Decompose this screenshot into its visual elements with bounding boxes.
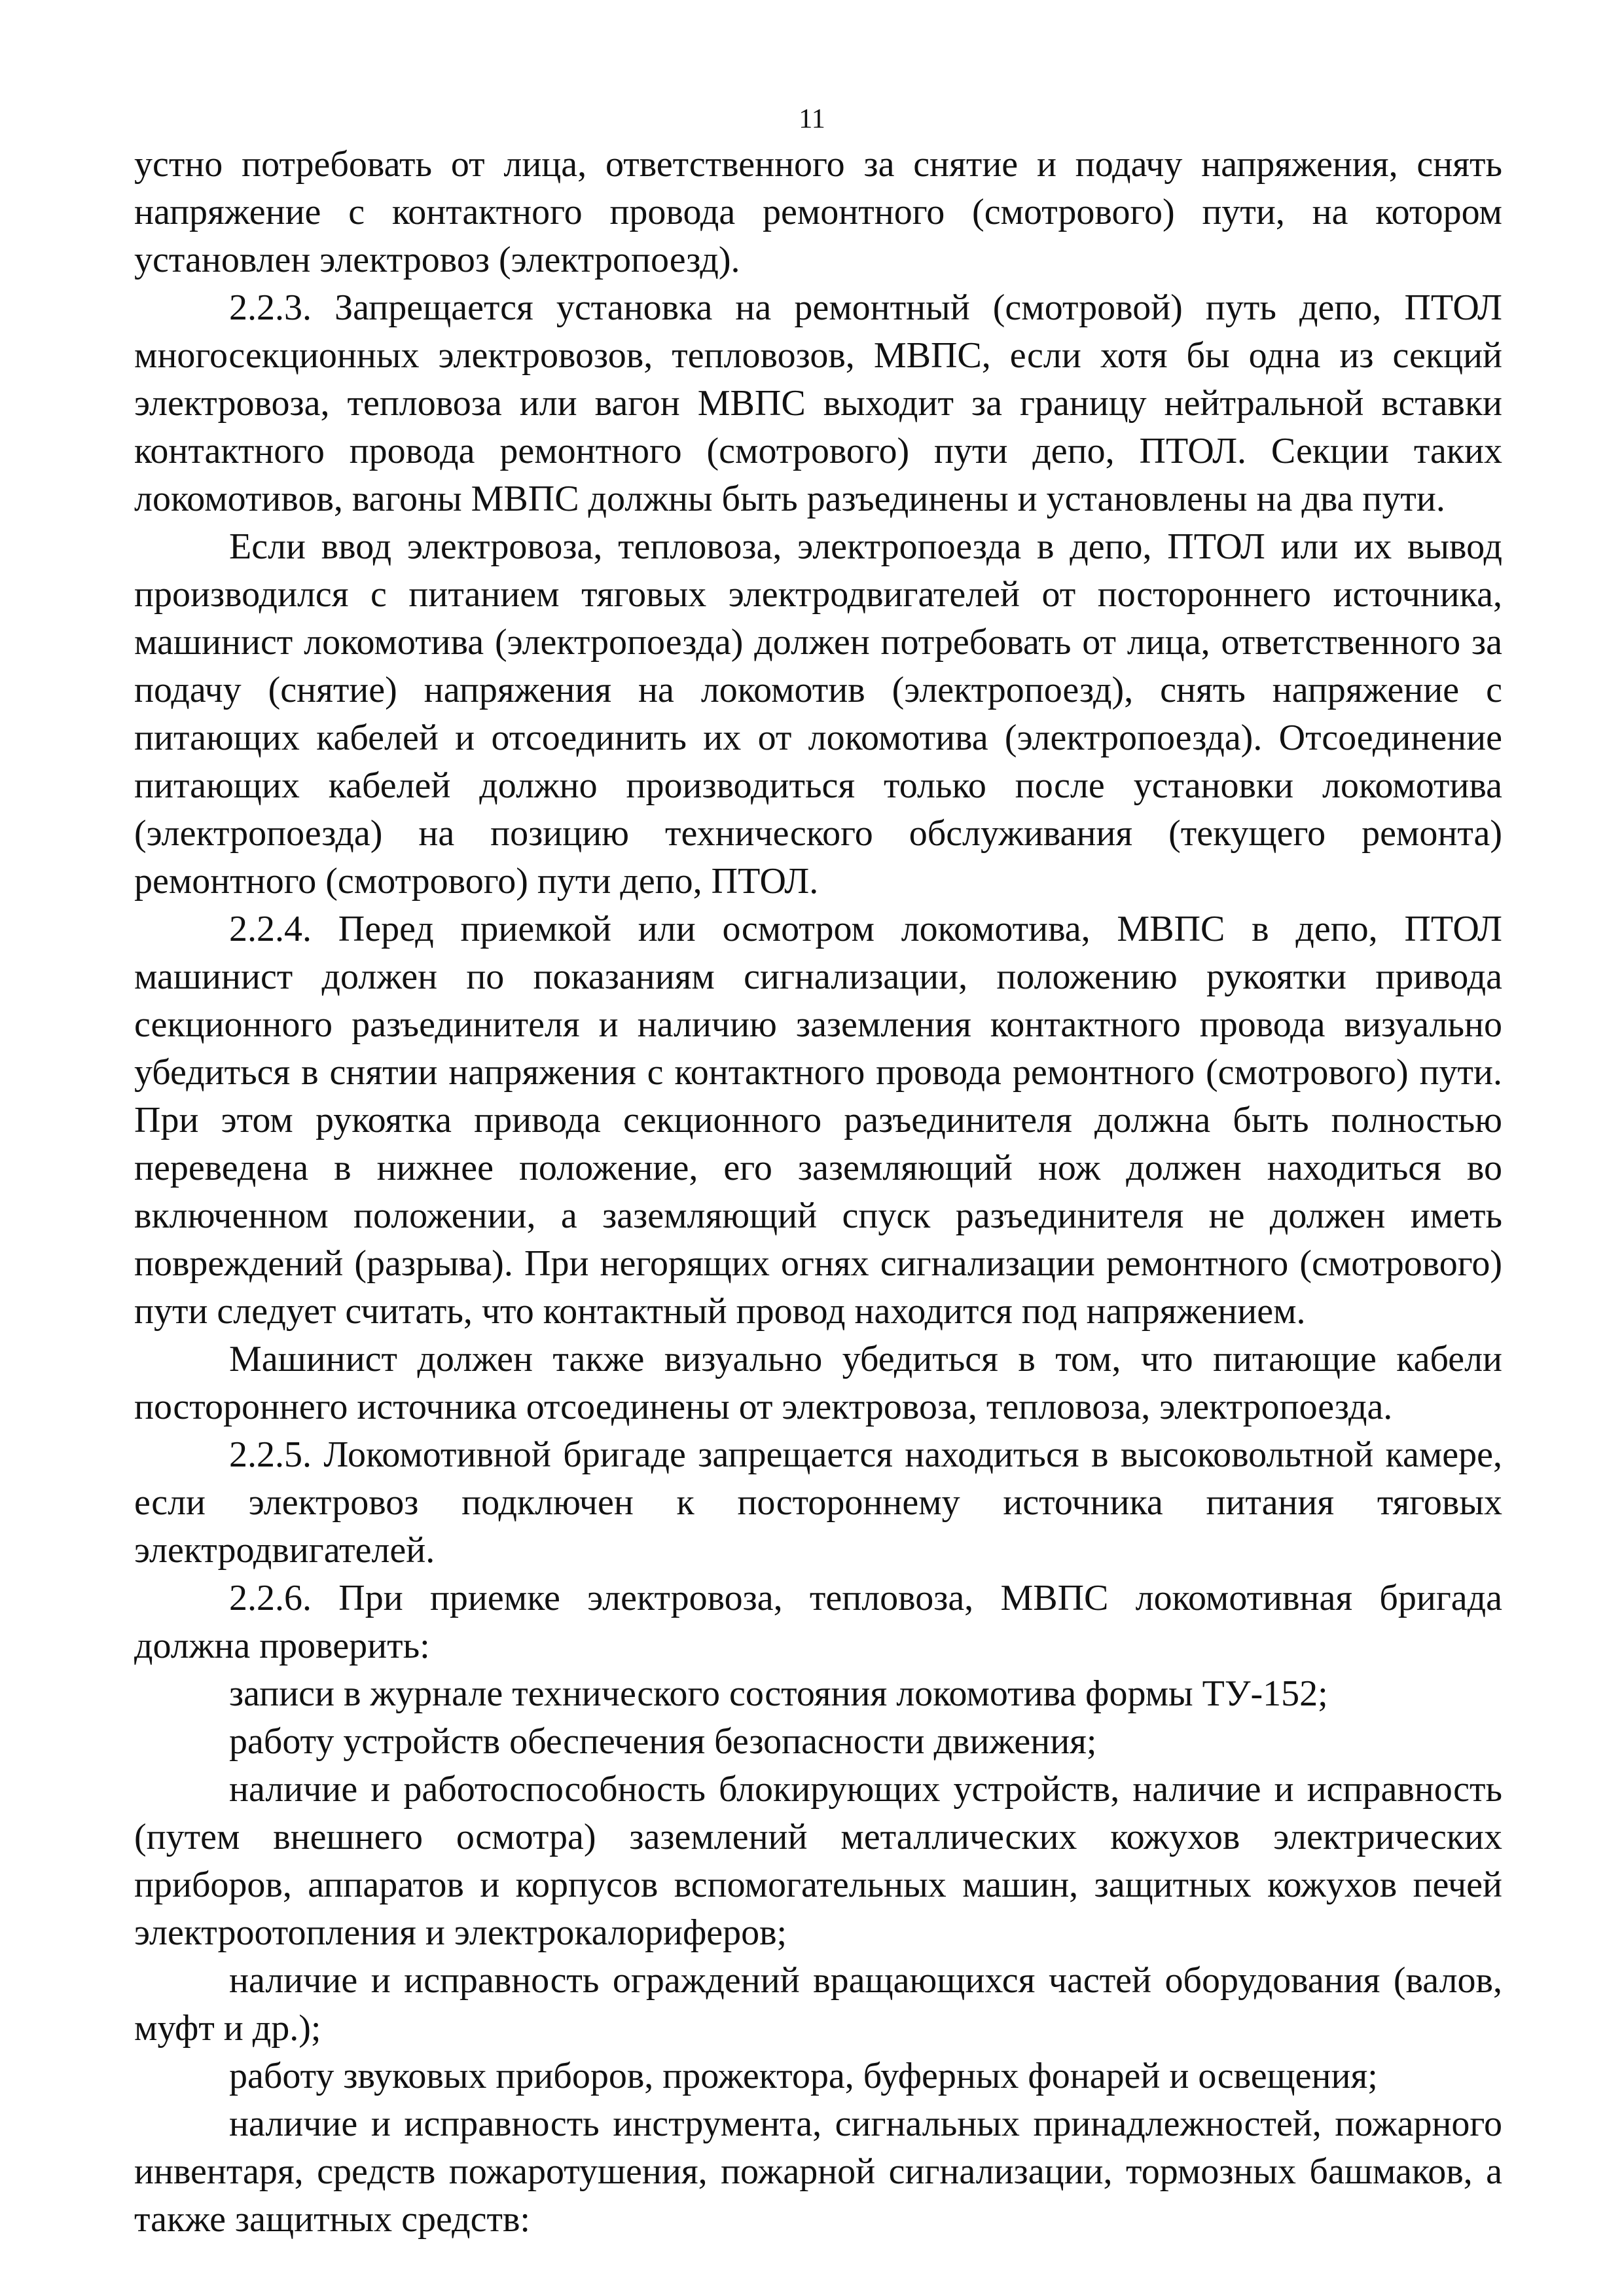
list-item: наличие и исправность ограждений вращающихся частей оборудования (валов, муфт и др.); bbox=[134, 1960, 1502, 2049]
paragraph: 2.2.5. Локомотивной бригаде запрещается находиться в высоковольтной камере, если электровоз подключен к постороннему источника питания тяговых электродвигателей. bbox=[134, 1434, 1502, 1571]
list-item: наличие и исправность инструмента, сигнальных принадлежностей, пожарного инвентаря, средств пожаротушения, пожарной сигнализации, тормозных башмаков, а также защитных средств: bbox=[134, 2104, 1502, 2240]
page-number: 11 bbox=[799, 104, 825, 134]
paragraph: устно потребовать от лица, ответственного за снятие и подачу напряжения, снять напряжение с контактного провода ремонтного (смотрового) пути, на котором установлен электровоз (электропоезд). bbox=[134, 144, 1502, 280]
paragraph: 2.2.4. Перед приемкой или осмотром локомотива, МВПС в депо, ПТОЛ машинист должен по показаниям сигнализации, положению рукоятки привода секционного разъединителя и наличию заземления контактного провода визуально убедиться в снятии напряжения с контактного провода ремонтного (смотрового) пути. При этом рукоятка привода секционного разъединителя должна быть полностью переведена в нижнее положение, его заземляющий нож должен находиться во включенном положении, а заземляющий спуск разъединителя не должен иметь повреждений (разрыва). При негорящих огнях сигнализации ремонтного (смотрового) пути следует считать, что контактный провод находится под напряжением. bbox=[134, 909, 1502, 1332]
paragraph: 2.2.3. Запрещается установка на ремонтный (смотровой) путь депо, ПТОЛ многосекционных электровозов, тепловозов, МВПС, если хотя бы одна из секций электровоза, тепловоза или вагон МВПС выходит за границу нейтральной вставки контактного провода ремонтного (смотрового) пути депо, ПТОЛ. Секции таких локомотивов, вагоны МВПС должны быть разъединены и установлены на два пути. bbox=[134, 287, 1502, 519]
list-item: записи в журнале технического состояния локомотива формы ТУ-152; bbox=[229, 1673, 1328, 1714]
paragraph: Если ввод электровоза, тепловоза, электропоезда в депо, ПТОЛ или их вывод производился с питанием тяговых электродвигателей от постороннего источника, машинист локомотива (электропоезда) должен потребовать от лица, ответственного за подачу (снятие) напряжения на локомотив (электропоезд), снять напряжение с питающих кабелей и отсоединить их от локомотива (электропоезда). Отсоединение питающих кабелей должно производиться только после установки локомотива (электропоезда) на позицию технического обслуживания (текущего ремонта) ремонтного (смотрового) пути депо, ПТОЛ. bbox=[134, 526, 1502, 902]
list-item: наличие и работоспособность блокирующих устройств, наличие и исправность (путем внешнего осмотра) заземлений металлических кожухов электрических приборов, аппаратов и корпусов вспомогательных машин, защитных кожухов печей электроотопления и электрокалориферов; bbox=[134, 1769, 1502, 1953]
list-item: работу звуковых приборов, прожектора, буферных фонарей и освещения; bbox=[229, 2056, 1378, 2096]
paragraph: Машинист должен также визуально убедиться в том, что питающие кабели постороннего источника отсоединены от электровоза, тепловоза, электропоезда. bbox=[134, 1339, 1502, 1427]
list-item: работу устройств обеспечения безопасности движения; bbox=[229, 1721, 1097, 1762]
body-text bbox=[134, 141, 1502, 2244]
paragraph: 2.2.6. При приемке электровоза, тепловоза, МВПС локомотивная бригада должна проверить: bbox=[134, 1578, 1502, 1666]
